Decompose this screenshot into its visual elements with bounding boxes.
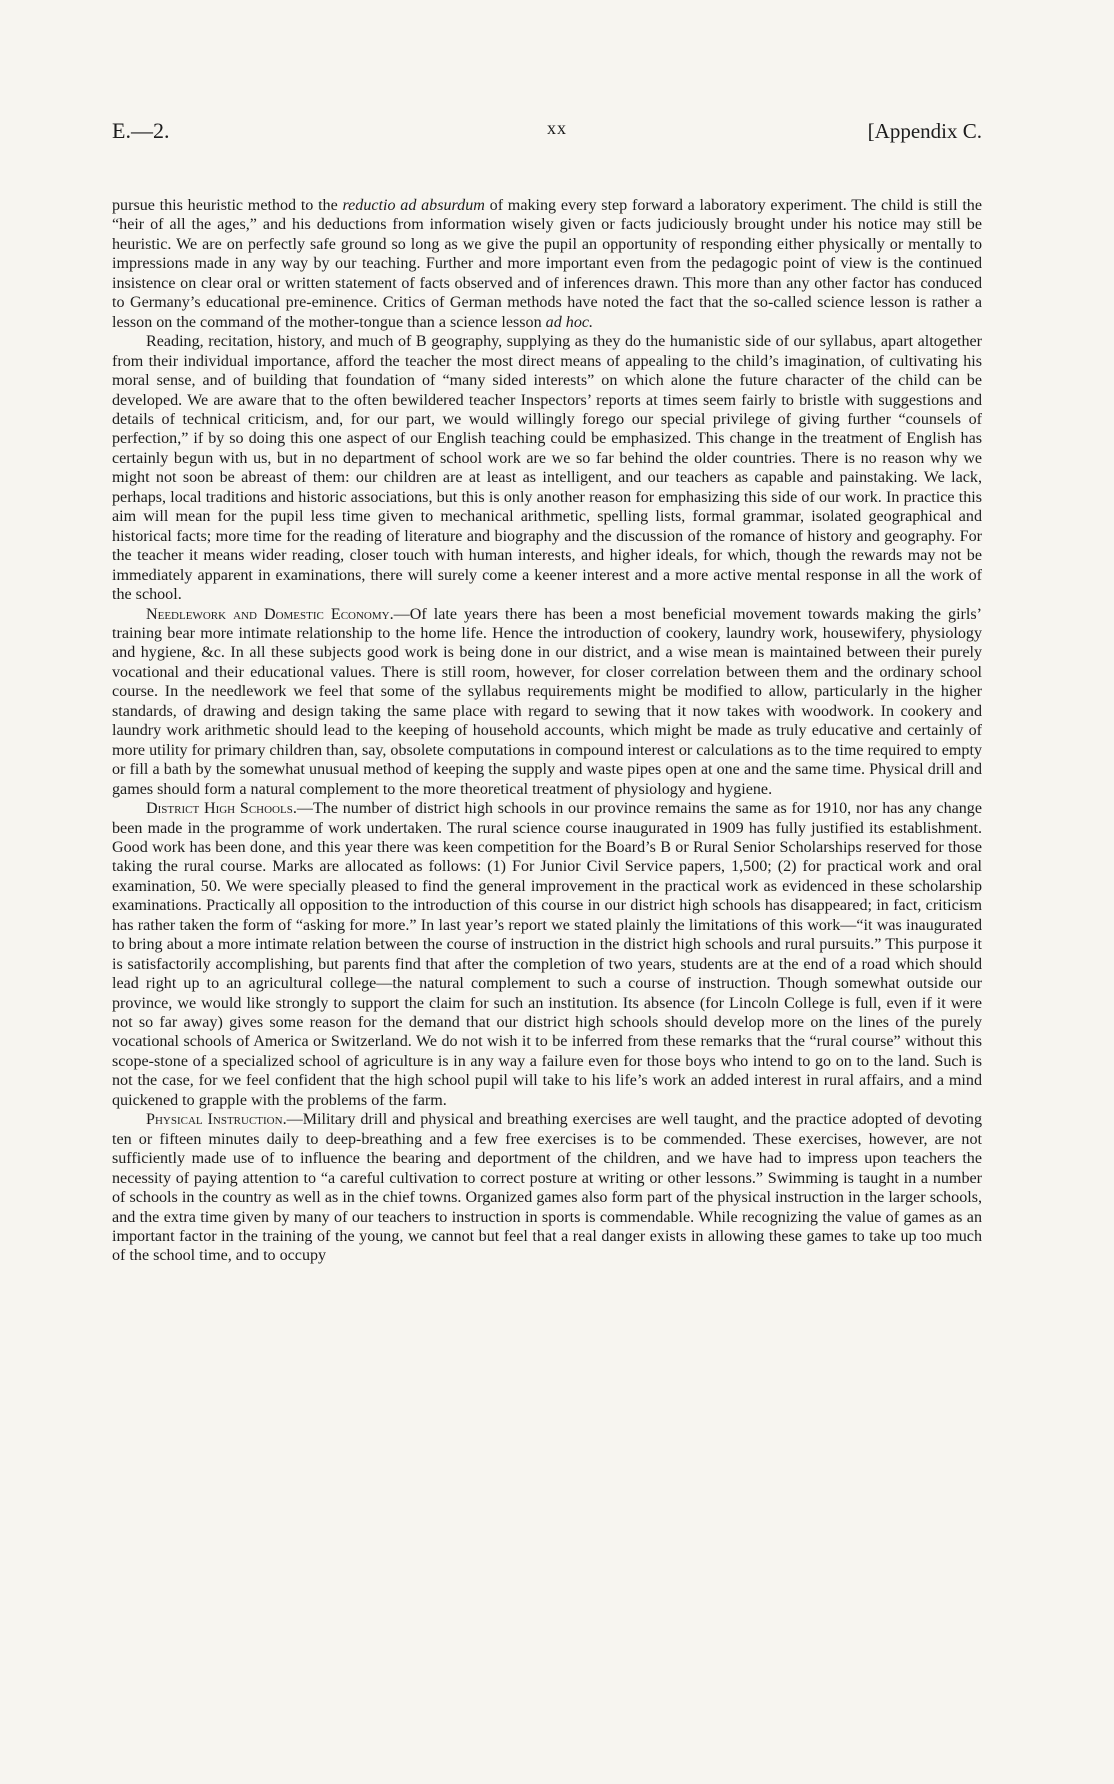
paragraph-p3 — [112, 605, 982, 800]
paragraph-p2 — [112, 332, 982, 604]
section-heading: District High Schools. — [146, 800, 297, 818]
header-right: [Appendix C. — [867, 119, 982, 143]
text-run: —Military drill and physical and breathing exercises are well taught, and the practice adopted of devoting ten or fifteen minutes daily to deep-breathing and a few free exercises is to be commended. These exercises, however, are not sufficiently made use of to influence the bearing and deportment of the children, and we have had to impress upon teachers the necessity of paying attention to “a careful cultivation to correct posture at writing or other lessons.” Swimming is taught in a number of schools in the country as well as in the chief towns. Organized games also form part of the physical instruction in the larger schools, and the extra time given by many of our teachers to instruction in sports is commendable. While recognizing the value of games as an important factor in the training of the young, we cannot but feel that a real danger exists in allowing these games to take up too much of the school time, and to occupy — [112, 1111, 982, 1265]
section-heading: Needlework and Domestic Economy. — [146, 605, 394, 623]
text-run: —Of late years there has been a most beneficial movement towards making the girls’ training bear more intimate relationship to the home life. Hence the introduction of cookery, laundry work, housewifery, physiology and hygiene, &c. In all these subjects good work is being done in our district, and a wise mean is maintained between their purely vocational and their educational values. There is still room, however, for closer correlation between them and the ordinary school course. In the needlework we feel that some of the syllabus requirements might be modified to allow, particularly in the higher standards, of drawing and design taking the same place with regard to sewing that it now takes with woodwork. In cookery and laundry work arithmetic should lead to the keeping of household accounts, which might be made as truly educative and certainly of more utility for primary children than, say, obsolete computations in compound interest or calculations as to the time required to empty or fill a bath by the somewhat unusual method of keeping the supply and waste pipes open at one and the same time. Physical drill and games should form a natural complement to the more theoretical treatment of physiology and hygiene. — [112, 605, 982, 798]
text-run: pursue this heuristic method to the — [112, 197, 343, 214]
paragraph-p4 — [112, 799, 982, 1110]
paragraph-p5 — [112, 1110, 982, 1266]
italic-text: reductio ad absurdum — [342, 197, 485, 214]
text-run: of making every step forward a laboratory experiment. The child is still the “heir of all the ages,” and his deductions from information wisely given or facts judiciously brought under his notice may still be heuristic. We are on perfectly safe ground so long as we give the pupil an opportunity of responding either physically or mentally to impressions made in any way by our teaching. Further and more important even from the pedagogic point of view is the continued insistence on clear oral or written statement of facts observed and of inferences drawn. This more than any other factor has conduced to Germany’s educational pre-eminence. Critics of German methods have noted the fact that the so-called science lesson is rather a lesson on the command of the mother-tongue than a science lesson — [112, 197, 983, 331]
text-run: —The number of district high schools in our province remains the same as for 1910, nor has any change been made in the programme of work undertaken. The rural science course inaugurated in 1909 has fully justified its establishment. Good work has been done, and this year there was keen competition for the Board’s B or Rural Senior Scholarships reserved for those taking the rural course. Marks are allocated as follows: (1) For Junior Civil Service papers, 1,500; (2) for practical work and oral examination, 50. We were specially pleased to find the general improvement in the practical work as evidenced in these scholarship examinations. Practically all opposition to the introduction of this course in our district high schools has disappeared; in fact, criticism has rather taken the form of “asking for more.” In last year’s report we stated plainly the limitations of this work—“it was inaugurated to bring about a more intimate relation between the course of instruction in the district high schools and rural pursuits.” This purpose it is satisfactorily accomplishing, but parents find that after the completion of two years, students are at the end of a road which should lead right up to an agricultural college—the natural complement to such a course of instruction. Though somewhat outside our province, we would like strongly to support the claim for such an institution. Its absence (for Lincoln College is full, even if it were not so far away) gives some reason for the demand that our district high schools should develop more on the lines of the purely vocational schools of America or Switzerland. We do not wish it to be inferred from these remarks that the “rural course” without this scope-stone of a specialized school of agriculture is in any way a failure even for those boys who intend to go on to the land. Such is not the case, for we feel confident that the high school pupil will take to his life’s work an added interest in rural affairs, and a mind quickened to grapple with the problems of the farm. — [112, 800, 982, 1109]
section-heading: Physical Instruction. — [146, 1111, 287, 1129]
italic-text: ad hoc. — [545, 313, 594, 331]
paragraph-p1 — [112, 196, 982, 332]
text-run: Reading, recitation, history, and much of B geography, supplying as they do the humanistic side of our syllabus, apart altogether from their individual importance, afford the teacher the most direct means of appealing to the child’s imagination, of cultivating his moral sense, and of building that foundation of “many sided interests” on which alone the future character of the child can be developed. We are aware that to the often bewildered teacher Inspectors’ reports at times seem fairly to bristle with suggestions and details of technical criticism, and, for our part, we would willingly forego our special privilege of giving further “counsels of perfection,” if by so doing this one aspect of our English teaching could be emphasized. This change in the treatment of English has certainly begun with us, but in no department of school work are we so far behind the older countries. There is no reason why we might not soon be abreast of them: our children are at least as intelligent, and our teachers as capable and painstaking. We lack, perhaps, local traditions and historic associations, but this is only another reason for emphasizing this side of our work. In practice this aim will mean for the pupil less time given to mechanical arithmetic, spelling lists, formal grammar, isolated geographical and historical facts; more time for the reading of literature and biography and the discussion of the romance of history and geography. For the teacher it means wider reading, closer touch with human interests, and higher ideals, for which, though the rewards may not be immediately apparent in examinations, there will surely come a keener interest and a more active mental response in all the work of the school. — [112, 333, 982, 604]
body-text — [112, 196, 982, 1266]
header-page-number: xx — [547, 118, 567, 138]
header-left: E.—2. — [112, 118, 170, 143]
